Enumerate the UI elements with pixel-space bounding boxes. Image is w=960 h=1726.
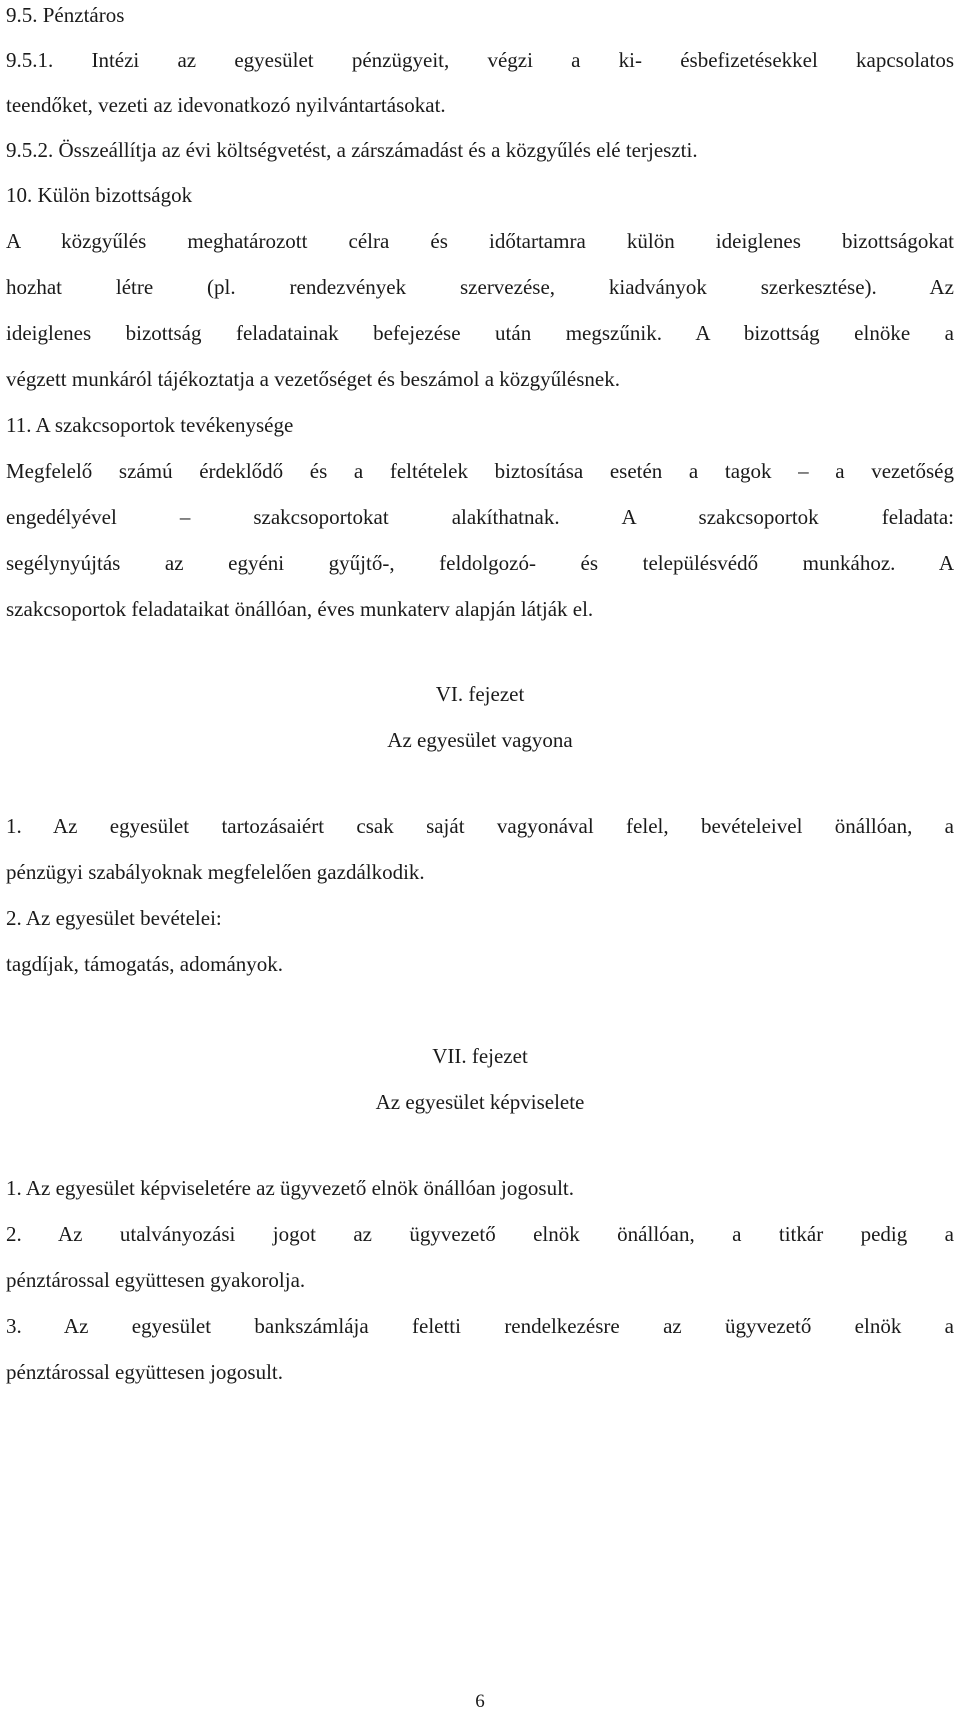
paragraph-line: végzett munkáról tájékoztatja a vezetőséget és beszámol a közgyűlésnek. [6,367,620,391]
section-heading-kulon-bizottsagok: 10. Külön bizottságok [6,183,193,207]
paragraph-line: segélynyújtás az egyéni gyűjtő-, feldolgozó- és településvédő munkához. A [6,551,954,575]
paragraph-line: 3. Az egyesület bankszámlája feletti rendelkezésre az ügyvezető elnök a [6,1314,954,1338]
paragraph-line: engedélyével – szakcsoportokat alakíthatnak. A szakcsoportok feladata: [6,505,954,529]
chapter-title: Az egyesület vagyona [387,728,573,752]
paragraph-line: 2. Az egyesület bevételei: [6,906,222,930]
chapter-title: Az egyesület képviselete [375,1090,585,1114]
paragraph-line: 9.5.2. Összeállítja az évi költségvetést, a zárszámadást és a közgyűlés elé terjeszti. [6,138,698,162]
section-heading-szakcsoportok: 11. A szakcsoportok tevékenysége [6,413,294,437]
paragraph-line: Megfelelő számú érdeklődő és a feltételek biztosítása esetén a tagok – a vezetőség [6,459,954,483]
paragraph-line: 2. Az utalványozási jogot az ügyvezető elnök önállóan, a titkár pedig a [6,1222,954,1246]
page-number: 6 [475,1691,485,1712]
paragraph-line: 9.5.1. Intézi az egyesület pénzügyeit, végzi a ki- ésbefizetésekkel kapcsolatos [6,48,954,72]
paragraph-line: hozhat létre (pl. rendezvények szervezése, kiadványok szerkesztése). Az [6,275,954,299]
chapter-number: VII. fejezet [432,1044,528,1068]
paragraph-line: pénztárossal együttesen jogosult. [6,1360,284,1384]
paragraph-line: 1. Az egyesület tartozásaiért csak saját vagyonával felel, bevételeivel önállóan, a [6,814,954,838]
paragraph-line: 1. Az egyesület képviseletére az ügyvezető elnök önállóan jogosult. [6,1176,574,1200]
paragraph-line: A közgyűlés meghatározott célra és időtartamra külön ideiglenes bizottságokat [6,229,954,253]
section-heading-penztaros: 9.5. Pénztáros [6,3,125,27]
paragraph-line: pénzügyi szabályoknak megfelelően gazdálkodik. [6,860,425,884]
paragraph-line: ideiglenes bizottság feladatainak befejezése után megszűnik. A bizottság elnöke a [6,321,954,345]
paragraph-line: teendőket, vezeti az idevonatkozó nyilvántartásokat. [6,93,446,117]
paragraph-line: szakcsoportok feladataikat önállóan, éves munkaterv alapján látják el. [6,597,594,621]
chapter-number: VI. fejezet [435,682,525,706]
paragraph-line: tagdíjak, támogatás, adományok. [6,952,284,976]
paragraph-line: pénztárossal együttesen gyakorolja. [6,1268,306,1292]
